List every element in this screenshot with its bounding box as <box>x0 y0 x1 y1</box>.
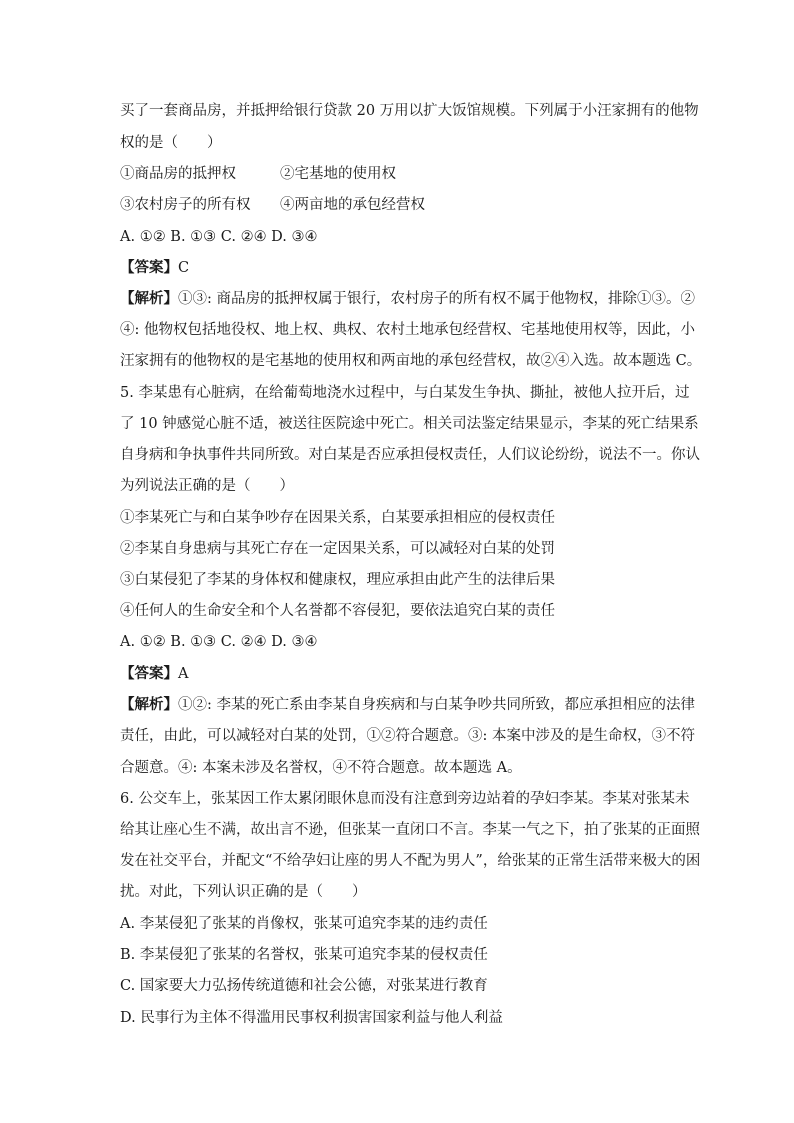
q5-stem-line: 自身病和争执事件共同所致。对白某是否应承担侵权责任，人们议论纷纷，说法不一。你认 <box>120 447 700 463</box>
q6-stem-line: 发在社交平台，并配文“不给孕妇让座的男人不配为男人”，给张某的正常生活带来极大的困 <box>120 853 701 869</box>
q6-option-c: C. 国家要大力弘扬传统道德和社会公德，对张某进行教育 <box>120 978 488 994</box>
q5-analysis-line: 责任，由此，可以减轻对白某的处罚，①②符合题意。③: 本案中涉及的是生命权，③不符 <box>120 728 695 744</box>
answer-label: 【答案】 <box>120 259 178 276</box>
q4-option-row <box>120 164 396 184</box>
q4-option-3: ③农村房子的所有权 <box>120 197 251 213</box>
q4-analysis-line: ④: 他物权包括地役权、地上权、典权、农村土地承包经营权、宅基地使用权等，因此，小 <box>120 322 695 338</box>
q5-stem-line: 了 10 钟感觉心脏不适，被送往医院途中死亡。相关司法鉴定结果显示，李某的死亡结果系 <box>120 416 699 432</box>
q5-statement: ④任何人的生命安全和个人名誉都不容侵犯，要依法追究白某的责任 <box>120 603 555 619</box>
answer-value: A <box>178 666 189 682</box>
q6-option-a: A. 李某侵犯了张某的肖像权，张某可追究李某的违约责任 <box>120 916 488 932</box>
q4-stem-line: 权的是（ ） <box>120 135 222 151</box>
q5-analysis-line <box>120 695 695 715</box>
q4-option-2: ②宅基地的使用权 <box>280 166 396 182</box>
q6-option-b: B. 李某侵犯了张某的名誉权，张某可追究李某的侵权责任 <box>120 947 488 963</box>
q5-statement: ②李某自身患病与其死亡存在一定因果关系，可以减轻对白某的处罚 <box>120 541 555 557</box>
answer-label: 【答案】 <box>120 665 178 682</box>
analysis-text: ①②: 李某的死亡系由李某自身疾病和与白某争吵共同所致，都应承担相应的法律 <box>178 697 695 713</box>
q5-statement: ①李某死亡与和白某争吵存在因果关系，白某要承担相应的侵权责任 <box>120 510 555 526</box>
q4-analysis-line <box>120 289 695 309</box>
q6-stem-line: 6. 公交车上，张某因工作太累闭眼休息而没有注意到旁边站着的孕妇李某。李某对张某未 <box>120 791 690 807</box>
q4-option-row <box>120 195 425 215</box>
q5-statement: ③白某侵犯了李某的身体权和健康权，理应承担由此产生的法律后果 <box>120 572 555 588</box>
q4-choices: A. ①② B. ①③ C. ②④ D. ③④ <box>120 229 318 245</box>
analysis-label: 【解析】 <box>120 290 178 307</box>
analysis-text: ①③: 商品房的抵押权属于银行，农村房子的所有权不属于他物权，排除①③。② <box>178 291 695 307</box>
q5-stem-line: 为列说法正确的是（ ） <box>120 478 294 494</box>
q5-stem-line: 5. 李某患有心脏病，在给葡萄地浇水过程中，与白某发生争执、撕扯，被他人拉开后，过 <box>120 385 690 401</box>
q5-answer <box>120 664 188 684</box>
q5-choices: A. ①② B. ①③ C. ②④ D. ③④ <box>120 634 318 650</box>
analysis-label: 【解析】 <box>120 696 178 713</box>
q4-answer <box>120 258 189 278</box>
q6-stem-line: 给其让座心生不满，故出言不逊，但张某一直闭口不言。李某一气之下，拍了张某的正面照 <box>120 822 700 838</box>
q5-analysis-line: 合题意。④: 本案未涉及名誉权，④不符合题意。故本题选 A。 <box>120 760 522 776</box>
answer-value: C <box>178 260 190 276</box>
q4-stem-line: 买了一套商品房，并抵押给银行贷款 20 万用以扩大饭馆规模。下列属于小汪家拥有的他物 <box>120 103 699 119</box>
q4-option-1: ①商品房的抵押权 <box>120 166 236 182</box>
q6-option-d: D. 民事行为主体不得滥用民事权利损害国家利益与他人利益 <box>120 1010 503 1026</box>
q4-analysis-line: 汪家拥有的他物权的是宅基地的使用权和两亩地的承包经营权，故②④入选。故本题选 C。 <box>120 353 702 369</box>
q6-stem-line: 扰。对此，下列认识正确的是（ ） <box>120 884 367 900</box>
q4-option-4: ④两亩地的承包经营权 <box>280 197 425 213</box>
